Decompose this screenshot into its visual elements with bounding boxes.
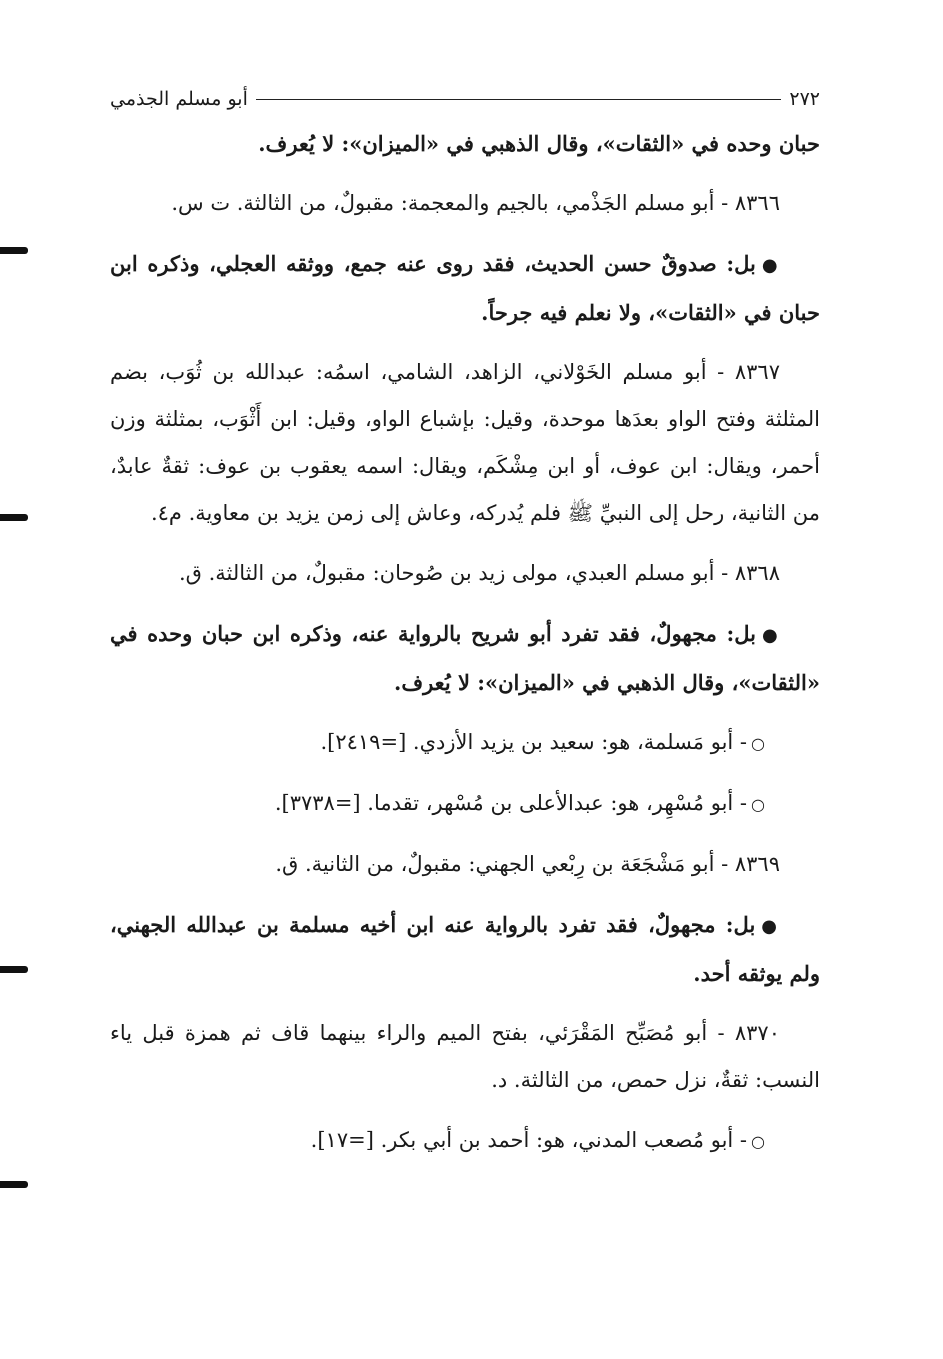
paragraph-text: حبان وحده في «الثقات»، وقال الذهبي في «الميزان»: لا يُعرف. [258, 131, 820, 156]
header-rule [256, 99, 782, 100]
cross-reference-abu-maslama [110, 719, 820, 767]
page-number: ٢٧٢ [789, 88, 820, 110]
scan-edge-mark [0, 966, 28, 973]
entry-8369 [110, 841, 820, 888]
paragraph-text: ٨٣٧٠ - أبو مُصَبِّح المَقْرَئي، بفتح الميم والراء بينهما قاف ثم همزة قبل ياء النسب: ثقةٌ، نزل حمص، من الثالثة. د. [110, 1021, 820, 1092]
scan-edge-mark [0, 1181, 28, 1188]
entry-8368 [110, 550, 820, 597]
entry-8370 [110, 1010, 820, 1104]
circle-icon: ○ [751, 734, 765, 753]
paragraph-text: ٨٣٦٨ - أبو مسلم العبدي، مولى زيد بن صُوحان: مقبولٌ، من الثالثة. ق. [178, 561, 780, 585]
paragraph-text: بل: مجهولٌ، فقد تفرد بالرواية عنه ابن أخيه مسلمة بن عبدالله الجهني، ولم يوثقه أحد. [110, 912, 820, 986]
circle-icon: ○ [751, 1132, 765, 1151]
page-body [110, 120, 820, 1178]
bullet-icon: ● [761, 916, 780, 937]
paragraph-text: - أبو مُصعب المدني، هو: أحمد بن أبي بكر. [=١٧]. [310, 1128, 748, 1152]
bullet-icon: ● [761, 255, 780, 276]
paragraph-text: بل: مجهولٌ، فقد تفرد أبو شريح بالرواية عنه، وذكره ابن حبان وحده في «الثقات»، وقال الذهبي في «الميزان»: لا يُعرف. [110, 621, 820, 695]
commentary-8366 [110, 240, 820, 336]
paragraph-text: - أبو مُسْهِر، هو: عبدالأعلى بن مُسْهر، تقدما. [=٣٧٣٨]. [274, 791, 748, 815]
cross-reference-abu-mushir [110, 780, 820, 828]
bullet-icon: ● [762, 625, 780, 646]
circle-icon: ○ [751, 795, 765, 814]
entry-8366 [110, 180, 820, 227]
entry-8367 [110, 349, 820, 537]
cross-reference-abu-musab [110, 1117, 820, 1165]
scan-edge-mark [0, 514, 28, 521]
paragraph-text: - أبو مَسلمة، هو: سعيد بن يزيد الأزدي. [=٢٤١٩]. [320, 730, 748, 754]
scan-edge-mark [0, 247, 28, 254]
commentary-8368 [110, 610, 820, 706]
entry-continuation [110, 120, 820, 167]
commentary-8369 [110, 901, 820, 997]
paragraph-text: بل: صدوقٌ حسن الحديث، فقد روى عنه جمع، ووثقه العجلي، وذكره ابن حبان في «الثقات»، ولا نعلم فيه جرحاً. [110, 251, 820, 325]
paragraph-text: ٨٣٦٩ - أبو مَشْجَعَة بن رِبْعي الجهني: مقبولٌ، من الثانية. ق. [275, 852, 780, 876]
running-title: أبو مسلم الجذمي [110, 88, 248, 110]
page-header [110, 84, 820, 114]
paragraph-text: ٨٣٦٧ - أبو مسلم الخَوْلاني، الزاهد، الشامي، اسمُه: عبدالله بن ثُوَب، بضم المثلثة وفتح الواو بعدَها موحدة، وقيل: بإشباع الواو، وقيل: ابن أَثْوَب، بمثلثة وزن أحمر، ويقال: ابن عوف، أو ابن مِشْكَم، ويقال: اسمه يعقوب بن عوف: ثقةٌ عابدٌ، من الثانية، رحل إلى النبيِّ ﷺ فلم يُدركه، وعاش إلى زمن يزيد بن معاوية. م٤. [110, 360, 820, 525]
paragraph-text: ٨٣٦٦ - أبو مسلم الجَذْمي، بالجيم والمعجمة: مقبولٌ، من الثالثة. ت س. [171, 191, 780, 215]
